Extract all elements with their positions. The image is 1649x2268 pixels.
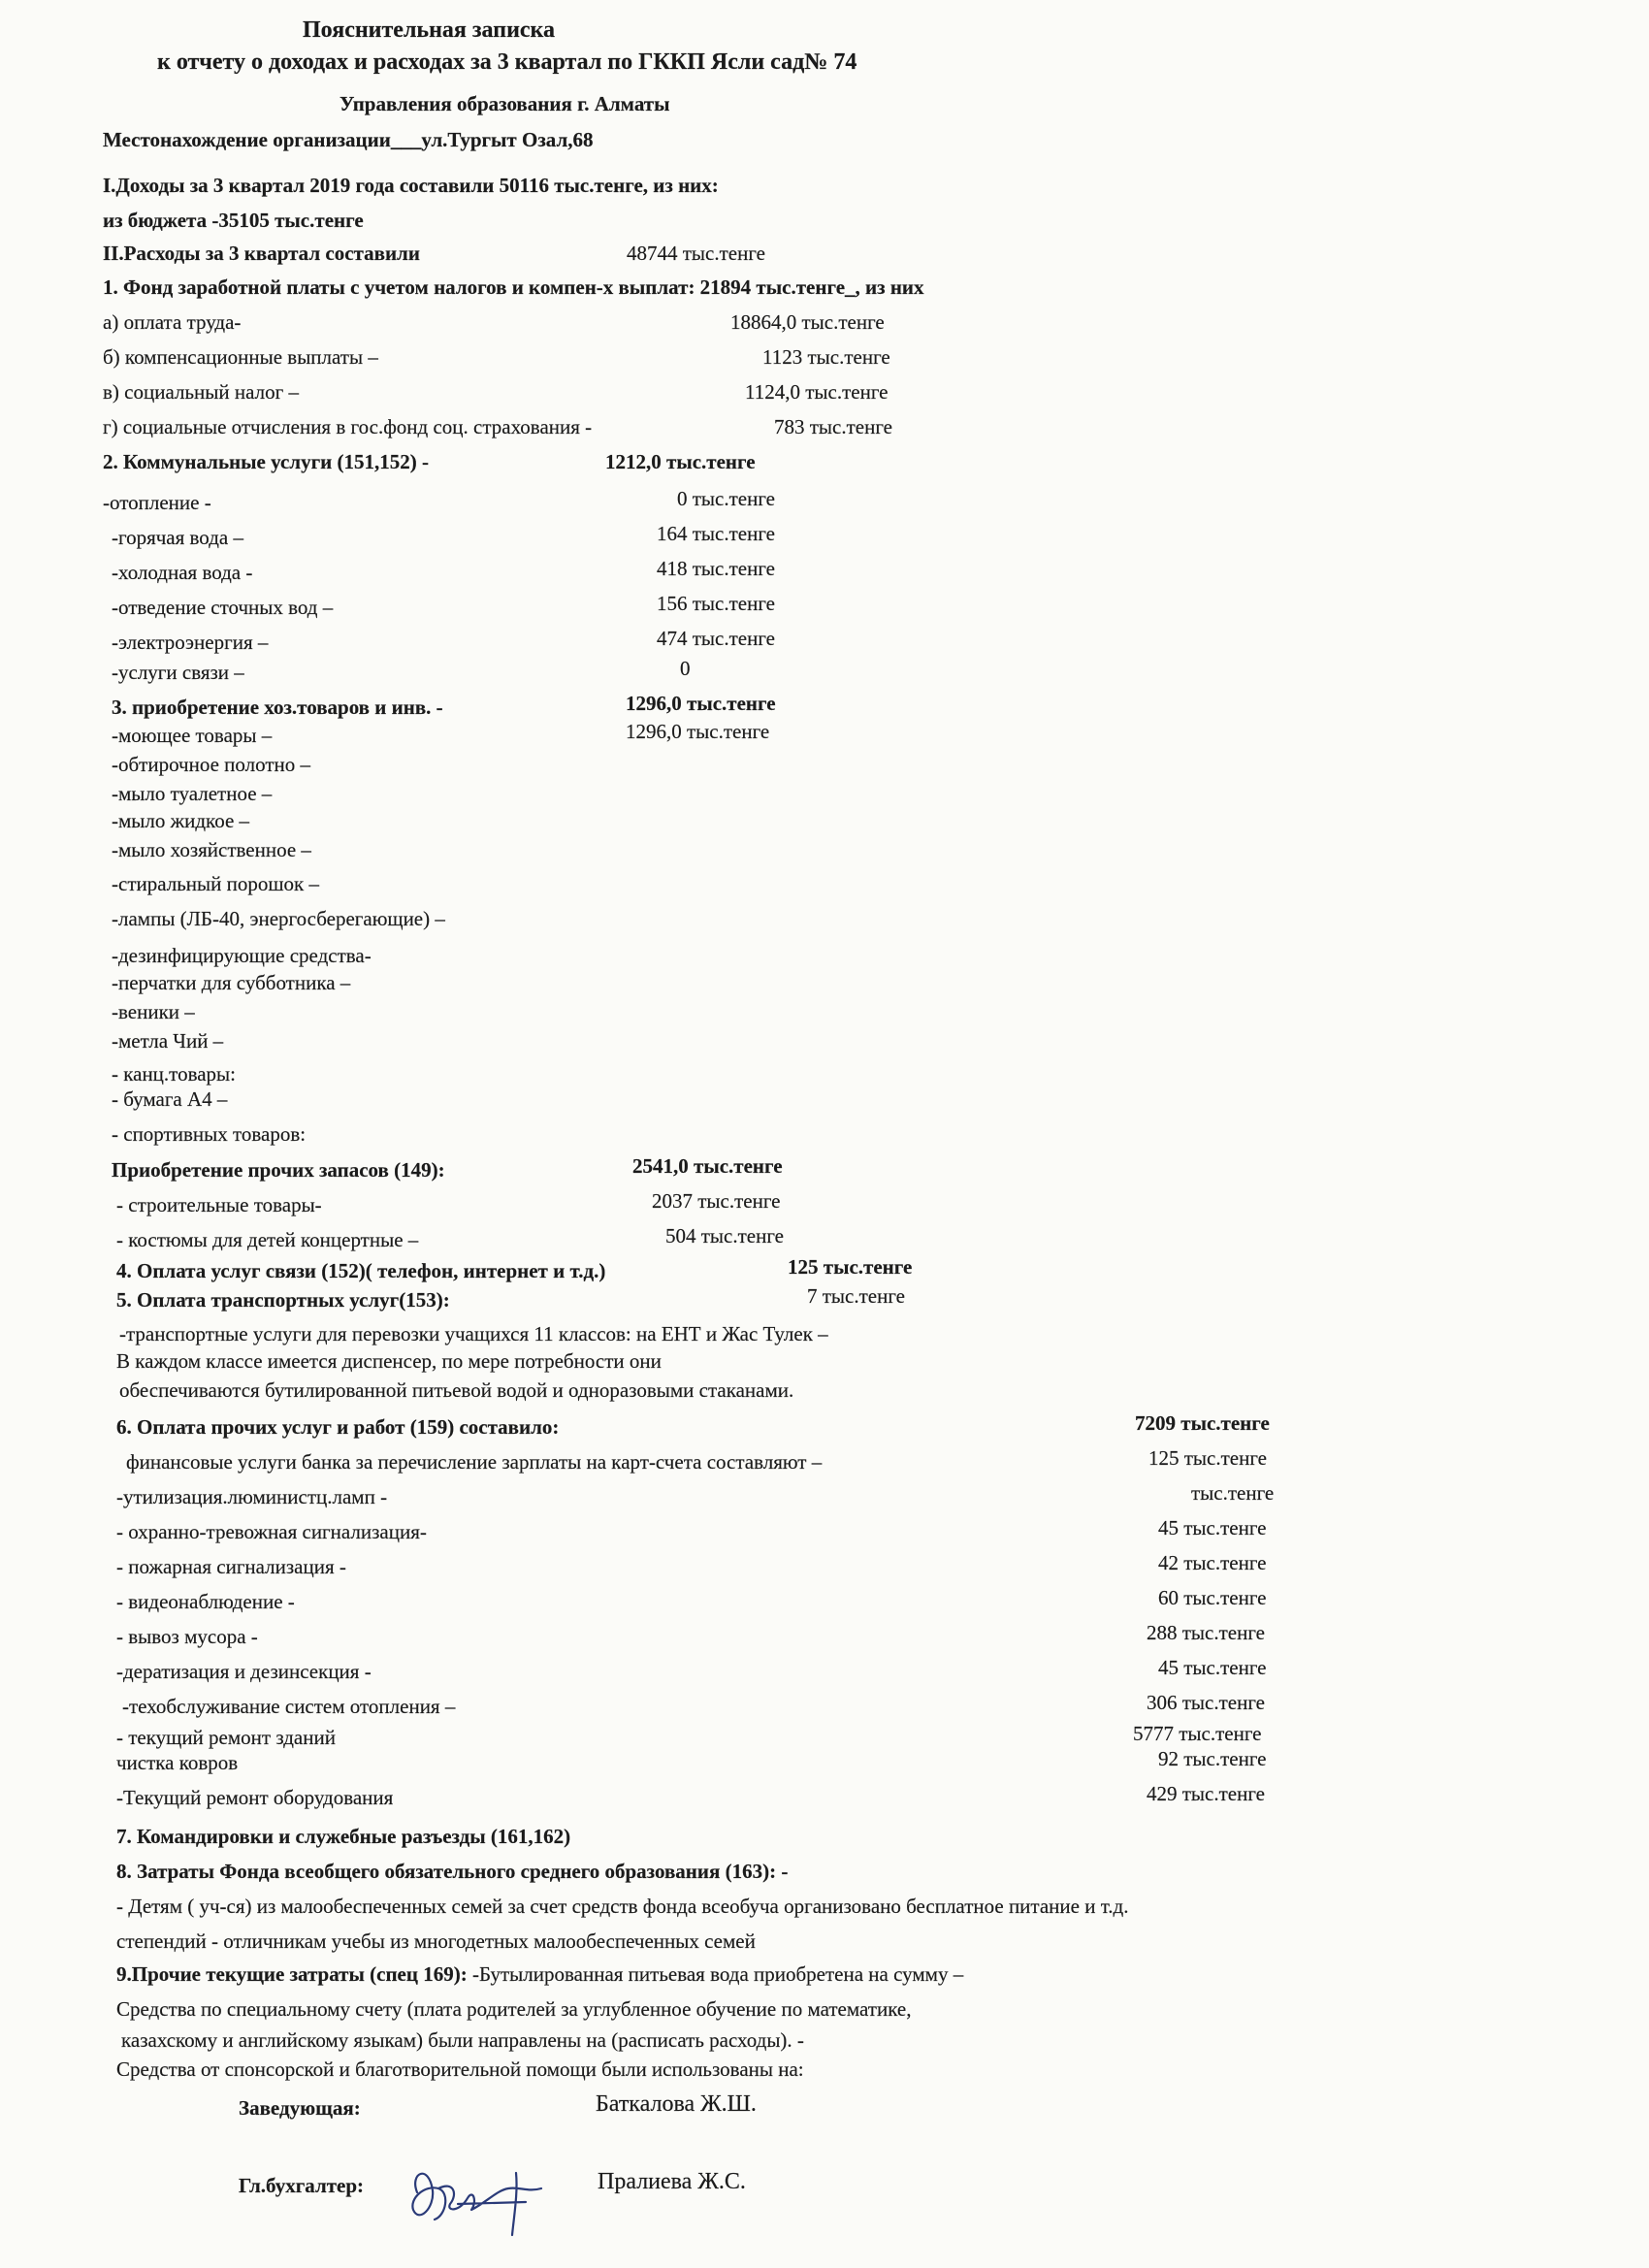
services-item-label: -утилизация.люминистц.ламп - (116, 1485, 388, 1508)
goods-item-label: -стиральный порошок – (112, 872, 319, 895)
transport-line: -транспортные услуги для перевозки учащихся 11 классов: на ЕНТ и Жас Тулек – (119, 1322, 828, 1345)
head-signature-label: Заведующая: (239, 2096, 361, 2120)
payroll-item-value: 783 тыс.тенге (774, 415, 893, 438)
section-8-line: степендий - отличникам учебы из многодетных малообеспеченных семей (116, 1929, 756, 1953)
payroll-item-label: г) социальные отчисления в гос.фонд соц. страхования - (103, 415, 593, 438)
services-item-value: 288 тыс.тенге (1147, 1621, 1266, 1644)
handwritten-signature (400, 2134, 574, 2241)
payroll-item-value: 18864,0 тыс.тенге (730, 310, 885, 334)
section-9-line: Средства по специальному счету (плата родителей за углубленное обучение по математике, (116, 1997, 912, 2021)
other-stock-item-label: - костюмы для детей концертные – (116, 1228, 419, 1251)
payroll-heading: 1. Фонд заработной платы с учетом налогов и компен-х выплат: 21894 тыс.тенге_, из них (103, 275, 924, 299)
services-total: 7209 тыс.тенге (1135, 1411, 1270, 1435)
payroll-item-label: в) социальный налог – (103, 380, 299, 404)
utilities-item-label: -отопление - (103, 491, 211, 514)
services-item-value: 429 тыс.тенге (1147, 1782, 1266, 1805)
services-item-label: - вывоз мусора - (116, 1625, 258, 1648)
transport-heading: 5. Оплата транспортных услуг(153): (116, 1288, 450, 1312)
goods-total: 1296,0 тыс.тенге (626, 692, 776, 715)
services-item-label: - охранно-тревожная сигнализация- (116, 1520, 427, 1543)
accountant-signature-label: Гл.бухгалтер: (239, 2174, 365, 2197)
communication-heading: 4. Оплата услуг связи (152)( телефон, интернет и т.д.) (116, 1259, 606, 1282)
utilities-total: 1212,0 тыс.тенге (605, 450, 756, 473)
services-item-value: 92 тыс.тенге (1158, 1747, 1267, 1770)
section-8-heading: 8. Затраты Фонда всеобщего обязательного среднего образования (163): - (116, 1860, 789, 1883)
utilities-item-value: 164 тыс.тенге (657, 522, 776, 545)
goods-item-label: - спортивных товаров: (112, 1122, 307, 1146)
utilities-item-value: 0 (680, 657, 691, 680)
utilities-item-label: -отведение сточных вод – (112, 596, 334, 619)
transport-value: 7 тыс.тенге (807, 1284, 906, 1308)
document-subtitle: к отчету о доходах и расходах за 3 квартал по ГККП Ясли сад№ 74 (157, 49, 857, 75)
utilities-item-value: 0 тыс.тенге (677, 487, 776, 510)
goods-item-label: -мыло туалетное – (112, 782, 273, 805)
goods-item-label: -моющее товары – (112, 724, 273, 747)
section-9-heading-line (116, 1961, 963, 1987)
payroll-item-label: б) компенсационные выплаты – (103, 345, 378, 369)
other-stock-item-value: 504 тыс.тенге (665, 1224, 785, 1247)
goods-item-label: -лампы (ЛБ-40, энергосберегающие) – (112, 907, 445, 930)
utilities-item-label: -электроэнергия – (112, 631, 269, 654)
income-line: I.Доходы за 3 квартал 2019 года составили 50116 тыс.тенге, из них: (103, 174, 719, 197)
section-9-tail: -Бутылированная питьевая вода приобретена на сумму – (467, 1962, 964, 1986)
goods-item-label: -дезинфицирующие средства- (112, 944, 372, 967)
transport-line: В каждом классе имеется диспенсер, по мере потребности они (116, 1349, 662, 1373)
utilities-item-value: 156 тыс.тенге (657, 592, 776, 615)
services-item-label: -Текущий ремонт оборудования (116, 1786, 394, 1809)
section-9-line: Средства от спонсорской и благотворительной помощи были использованы на: (116, 2057, 804, 2081)
goods-item-label: -обтирочное полотно – (112, 753, 311, 776)
services-item-value: 5777 тыс.тенге (1133, 1722, 1262, 1745)
services-item-label: чистка ковров (116, 1751, 239, 1774)
goods-item-label: -мыло хозяйственное – (112, 838, 311, 861)
services-item-label: финансовые услуги банка за перечисление зарплаты на карт-счета составляют – (126, 1450, 823, 1474)
services-item-value: 60 тыс.тенге (1158, 1586, 1267, 1609)
section-8-line: - Детям ( уч-ся) из малообеспеченных семей за счет средств фонда всеобуча организовано бесплатное питание и т.д. (116, 1895, 1129, 1918)
payroll-item-value: 1123 тыс.тенге (762, 345, 890, 369)
utilities-heading: 2. Коммунальные услуги (151,152) - (103, 450, 429, 473)
department-line: Управления образования г. Алматы (340, 92, 670, 115)
services-heading: 6. Оплата прочих услуг и работ (159) составило: (116, 1415, 560, 1439)
services-item-label: - пожарная сигнализация - (116, 1555, 346, 1578)
expenses-label: II.Расходы за 3 квартал составили (103, 242, 420, 265)
services-item-value: 45 тыс.тенге (1158, 1516, 1267, 1539)
communication-value: 125 тыс.тенге (788, 1255, 913, 1279)
goods-item-value: 1296,0 тыс.тенге (626, 720, 770, 743)
goods-item-label: -мыло жидкое – (112, 809, 250, 832)
services-item-label: - текущий ремонт зданий (116, 1726, 336, 1749)
other-stock-heading: Приобретение прочих запасов (149): (112, 1158, 445, 1182)
section-9-heading: 9.Прочие текущие затраты (спец 169): (116, 1962, 468, 1986)
services-item-label: -техобслуживание систем отопления – (122, 1695, 456, 1718)
goods-item-label: -перчатки для субботника – (112, 971, 351, 994)
goods-item-label: - бумага А4 – (112, 1087, 228, 1111)
goods-item-label: - канц.товары: (112, 1062, 236, 1085)
utilities-item-value: 418 тыс.тенге (657, 557, 776, 580)
expenses-value: 48744 тыс.тенге (627, 242, 766, 265)
location-line: Местонахождение организации___ул.Тургыт Озал,68 (103, 128, 594, 151)
services-item-value: тыс.тенге (1191, 1481, 1275, 1505)
other-stock-item-label: - строительные товары- (116, 1193, 322, 1216)
services-item-value: 45 тыс.тенге (1158, 1656, 1267, 1679)
section-7-heading: 7. Командировки и служебные разъезды (161,162) (116, 1825, 571, 1848)
services-item-label: - видеонаблюдение - (116, 1590, 295, 1613)
services-item-value: 42 тыс.тенге (1158, 1551, 1267, 1574)
head-signature-name: Баткалова Ж.Ш. (596, 2091, 757, 2117)
accountant-signature-name: Пралиева Ж.С. (598, 2169, 746, 2194)
income-budget-line: из бюджета -35105 тыс.тенге (103, 209, 364, 232)
goods-heading: 3. приобретение хоз.товаров и инв. - (112, 696, 443, 719)
utilities-item-label: -горячая вода – (112, 526, 243, 549)
services-item-value: 306 тыс.тенге (1147, 1691, 1266, 1714)
document-title: Пояснительная записка (303, 17, 556, 43)
section-9-line: казахскому и английскому языкам) были направлены на (расписать расходы). - (121, 2028, 804, 2052)
other-stock-total: 2541,0 тыс.тенге (632, 1154, 783, 1178)
other-stock-item-value: 2037 тыс.тенге (652, 1189, 781, 1213)
goods-item-label: -веники – (112, 1000, 195, 1023)
utilities-item-label: -холодная вода - (112, 561, 253, 584)
services-item-label: -дератизация и дезинсекция - (116, 1660, 372, 1683)
utilities-item-value: 474 тыс.тенге (657, 627, 776, 650)
utilities-item-label: -услуги связи – (112, 661, 244, 684)
payroll-item-value: 1124,0 тыс.тенге (745, 380, 889, 404)
goods-item-label: -метла Чий – (112, 1029, 224, 1053)
transport-line: обеспечиваются бутилированной питьевой водой и одноразовыми стаканами. (119, 1378, 794, 1402)
services-item-value: 125 тыс.тенге (1148, 1446, 1268, 1470)
payroll-item-label: а) оплата труда- (103, 310, 242, 334)
